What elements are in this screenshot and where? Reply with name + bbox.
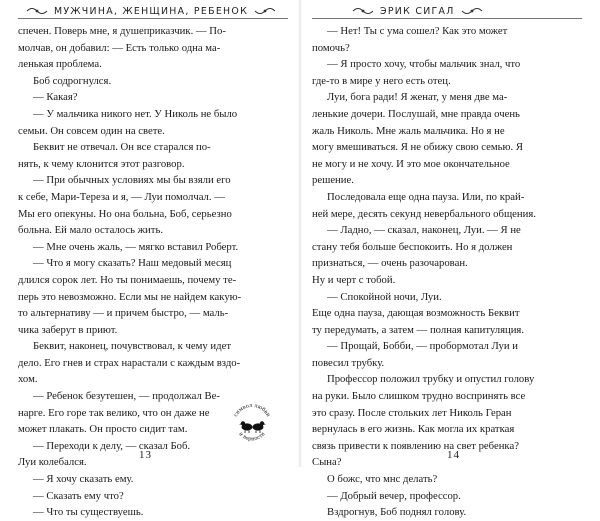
left-running-header xyxy=(26,3,276,19)
text-line: Профессор положил трубку и опустил голову xyxy=(327,373,535,386)
text-line: перь это невозможно. Если мы не найдем какую- xyxy=(18,290,242,303)
ornament-icon xyxy=(461,6,483,16)
text-line: на руки. Было слишком трудно воспринять все xyxy=(312,390,526,403)
text-line: Сына? xyxy=(312,456,342,469)
text-line: — Какая? xyxy=(33,91,78,104)
text-line: где-то в мире у него есть отец. xyxy=(312,74,451,87)
ornament-icon xyxy=(26,6,48,16)
text-line: Вздрогнув, Боб поднял голову. xyxy=(327,506,467,519)
right-header-title: ЭРИК СИГАЛ xyxy=(380,5,455,17)
text-line: — Мне очень жаль, — мягко вставил Роберт. xyxy=(33,240,239,253)
emblem xyxy=(228,400,276,448)
header-rule xyxy=(312,18,582,19)
text-line: Луи, бога ради! Я женат, у меня две ма- xyxy=(327,91,508,104)
text-line: — Спокойной ночи, Луи. xyxy=(327,290,442,303)
right-page-number: 14 xyxy=(447,449,460,461)
text-line: могу вмешиваться. Я не обижу свою семью. Я xyxy=(312,141,524,154)
text-line: Луи колебался. xyxy=(18,456,87,469)
text-line: длился сорок лет. Но ты понимаешь, почему те- xyxy=(18,273,237,286)
emblem-text-top: символ любви xyxy=(232,402,272,419)
text-line: — Переходи к делу, — сказал Боб. xyxy=(33,439,191,452)
text-line: — Я просто хочу, чтобы мальчик знал, что xyxy=(327,58,521,71)
text-line: не могу и не хочу. И это мое окончательное xyxy=(312,157,510,170)
text-line: связь привести к появлению на свет ребенка? xyxy=(312,439,519,452)
text-line: то альтернативу — и причем быстро, — маль- xyxy=(18,307,229,320)
text-line: чика заберут в приют. xyxy=(18,323,118,336)
text-line: — Прощай, Бобби, — пробормотал Луи и xyxy=(327,340,518,353)
text-line: помочь? xyxy=(312,41,350,54)
text-line: больна. Ей мало осталось жить. xyxy=(18,224,163,237)
emblem-text-bottom: и верности xyxy=(237,431,267,443)
right-page xyxy=(300,0,600,519)
ornament-icon xyxy=(352,6,374,16)
text-line: — Что я могу сказать? Наш медовый месяц xyxy=(33,257,232,270)
text-line: вернулась в его жизнь. Как могла их краткая xyxy=(312,423,515,436)
text-line: — Что ты существуешь. xyxy=(33,506,144,519)
text-line: — Я хочу сказать ему. xyxy=(33,473,134,486)
text-line: О божс, что мнс делать? xyxy=(327,473,438,486)
two-birds-emblem-icon xyxy=(228,400,276,448)
text-line: Еще одна пауза, дающая возможность Беквит xyxy=(312,307,520,320)
left-page xyxy=(0,0,300,519)
ornament-icon xyxy=(254,6,276,16)
text-line: повесил трубку. xyxy=(312,356,385,369)
text-line: молчав, он добавил: — Есть только одна ма- xyxy=(18,41,221,54)
text-line: спечен. Поверь мне, я душеприказчик. — По- xyxy=(18,25,226,37)
text-line: — Ребенок безутешен, — продолжал Ве- xyxy=(33,390,220,403)
text-line: признаться, — очень разочарован. xyxy=(312,257,468,270)
text-line: это сразу. После стольких лет Николь Геран xyxy=(312,406,512,419)
text-line: решение. xyxy=(312,174,354,187)
text-line: — У мальчика никого нет. У Николь не было xyxy=(33,107,238,120)
text-line: — Добрый вечер, профессор. xyxy=(327,489,461,502)
text-line: ту передумать, а затем — полная капитуляция. xyxy=(312,323,525,336)
text-line: может плакать. Он просто сидит там. xyxy=(18,423,188,436)
text-line: Беквит не отвечал. Он все старался по- xyxy=(33,141,211,154)
text-line: Беквит, наконец, почувствовал, к чему идет xyxy=(33,340,232,353)
text-line: — Сказать ему что? xyxy=(33,489,124,502)
text-line: дело. Его гнев и страх нарастали с каждым вздо- xyxy=(18,356,241,369)
right-body-text xyxy=(312,23,584,521)
text-line: ней мере, десять секунд невербального общения. xyxy=(312,207,536,220)
text-line: Последовала еще одна пауза. Или, по край- xyxy=(327,190,525,203)
text-line: — При обычных условиях мы бы взяли его xyxy=(33,174,231,187)
text-line: нять, к чему клонится этот разговор. xyxy=(18,157,185,170)
text-line: семьи. Он совсем один на свете. xyxy=(18,124,165,137)
text-line: жаль Николь. Мне жаль мальчика. Но я не xyxy=(312,124,505,137)
text-line: Мы его опекуны. Но она больна, Боб, серьезно xyxy=(18,207,232,220)
right-running-header xyxy=(352,3,483,19)
text-line: к себе, Мари-Тереза и я, — Луи помолчал. — xyxy=(18,190,225,203)
text-line: хом. xyxy=(18,373,38,386)
left-header-title: МУЖЧИНА, ЖЕНЩИНА, РЕБЕНОК xyxy=(54,5,249,17)
text-line: Ну и черт с тобой. xyxy=(312,273,396,286)
text-line: — Ладно, — сказал, наконец, Луи. — Я не xyxy=(327,224,521,237)
text-line: нарге. Его горе так велико, что он даже не xyxy=(18,406,210,419)
text-line: — Нет! Ты с ума сошел? Как это может xyxy=(327,25,508,37)
left-page-number: 13 xyxy=(139,449,152,461)
text-line: стану тебя больше беспокоить. Но я должен xyxy=(312,240,513,253)
text-line: Боб содрогнулся. xyxy=(33,74,112,87)
text-line: ленькие дочери. Послушай, мне правда очень xyxy=(312,107,520,120)
text-line: ленькая проблема. xyxy=(18,58,102,71)
header-rule xyxy=(18,18,288,19)
